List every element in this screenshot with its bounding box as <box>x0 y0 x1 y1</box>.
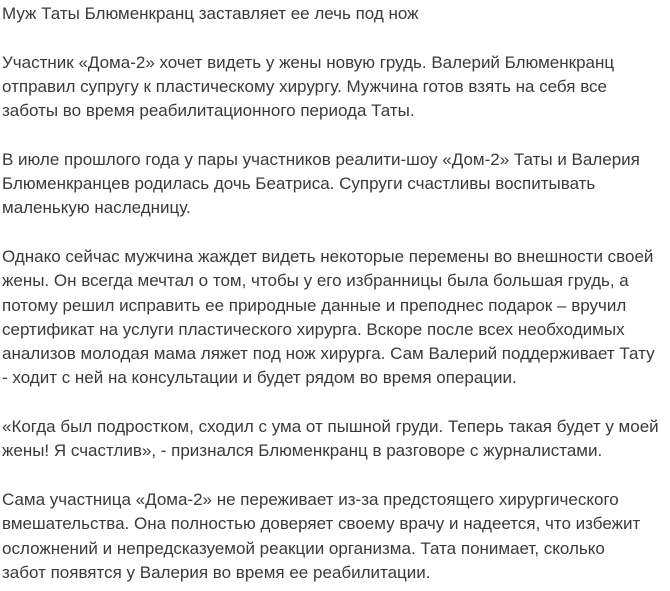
paragraph-line: осложнений и непредсказуемой реакции организма. Тата понимает, сколько <box>2 538 605 558</box>
paragraph-line: Сама участница «Дома-2» не переживает из-за предстоящего хирургического <box>2 489 619 509</box>
article-title: Муж Таты Блюменкранц заставляет ее лечь под нож <box>2 4 419 23</box>
article-paragraph <box>2 245 668 391</box>
paragraph-line: Участник «Дома-2» хочет видеть у жены новую грудь. Валерий Блюменкранц <box>2 52 615 72</box>
paragraph-line: анализов молодая мама ляжет под нож хирурга. Сам Валерий поддерживает Тату <box>2 344 655 364</box>
paragraph-line: отправил супругу к пластическому хирургу. Мужчина готов взять на себя все <box>2 76 608 96</box>
article-paragraph <box>2 51 668 124</box>
paragraph-line: забот появятся у Валерия во время ее реабилитации. <box>2 562 431 582</box>
paragraph-line: - ходит с ней на консультации и будет рядом во время операции. <box>2 368 517 388</box>
paragraph-line: вмешательства. Она полностью доверяет своему врачу и надеется, что избежит <box>2 514 641 534</box>
paragraph-line: Однако сейчас мужчина жаждет видеть некоторые перемены во внешности своей <box>2 246 654 266</box>
paragraph-line: сертификат на услуги пластического хирурга. Вскоре после всех необходимых <box>2 319 625 339</box>
article-paragraph <box>2 415 668 464</box>
paragraph-line: потому решил исправить ее природные данные и преподнес подарок – вручил <box>2 295 627 315</box>
article-paragraph <box>2 488 668 585</box>
paragraph-line: маленькую наследницу. <box>2 198 191 218</box>
paragraph-line: В июле прошлого года у пары участников реалити-шоу «Дом-2» Таты и Валерия <box>2 149 640 169</box>
paragraph-line: жены! Я счастлив», - признался Блюменкранц в разговоре с журналистами. <box>2 441 603 461</box>
paragraph-line: «Когда был подростком, сходил с ума от пышной груди. Теперь такая будет у моей <box>2 417 659 437</box>
paragraph-line: заботы во время реабилитационного периода Таты. <box>2 101 415 121</box>
paragraph-line: Блюменкранцев родилась дочь Беатриса. Супруги счастливы воспитывать <box>2 174 596 194</box>
paragraph-line: жены. Он всегда мечтал о том, чтобы у его избранницы была большая грудь, а <box>2 271 629 291</box>
article-paragraph <box>2 148 668 221</box>
article <box>2 0 668 585</box>
